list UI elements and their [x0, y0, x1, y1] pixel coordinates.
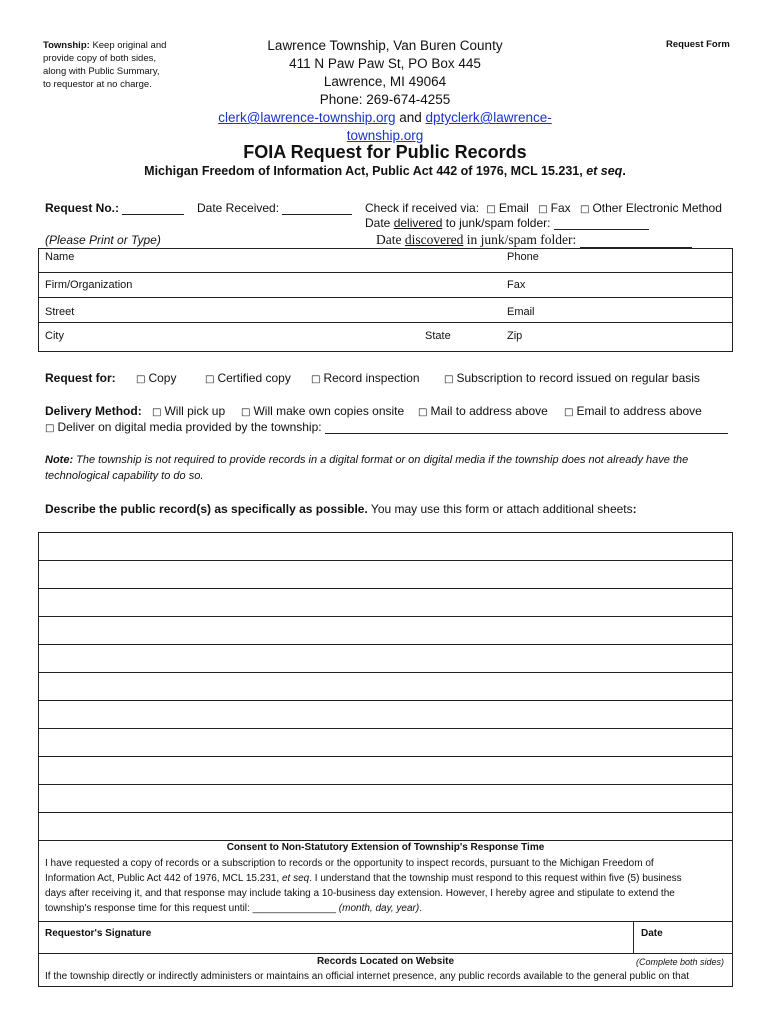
- consent-title: Consent to Non-Statutory Extension of Township's Response Time: [226, 842, 545, 853]
- description-line: [38, 700, 733, 701]
- checkbox-icon: □: [136, 374, 146, 385]
- consent-line: .: [419, 903, 422, 914]
- record-description-box[interactable]: [38, 532, 733, 987]
- date-received-field[interactable]: [282, 202, 352, 215]
- request-inspection-checkbox[interactable]: [311, 371, 420, 385]
- township-note-line: provide copy of both sides,: [43, 53, 157, 64]
- signature-date-field[interactable]: [641, 928, 729, 950]
- description-line: [38, 588, 733, 589]
- date-received-row: [197, 201, 352, 215]
- township-note-text: Keep original and: [92, 40, 167, 51]
- request-copy-checkbox[interactable]: [136, 371, 176, 385]
- description-line: [38, 616, 733, 617]
- website-section-title: Records Located on Website: [316, 956, 455, 967]
- checkbox-label: Will pick up: [164, 404, 226, 418]
- checkbox-icon: □: [564, 407, 574, 418]
- checkbox-label: Record inspection: [323, 371, 420, 385]
- township-address: [185, 37, 585, 145]
- email-and: and: [399, 110, 422, 125]
- describe-instructions: [45, 502, 637, 516]
- divider: [38, 322, 733, 323]
- delivery-mail-checkbox[interactable]: [418, 404, 548, 418]
- delivery-own-copies-checkbox[interactable]: [241, 404, 404, 418]
- zip-label: Zip: [507, 330, 523, 342]
- request-subscription-checkbox[interactable]: [444, 371, 700, 385]
- email-label: Email: [507, 306, 535, 318]
- consent-line: . I understand that the township must respond to this request within five (5) business: [309, 873, 682, 884]
- township-note-line: along with Public Summary,: [43, 66, 160, 77]
- firm-field[interactable]: [45, 279, 485, 297]
- checkbox-label: Email: [498, 201, 529, 215]
- firm-label: Firm/Organization: [45, 279, 133, 291]
- description-line: [38, 784, 733, 785]
- request-certified-copy-checkbox[interactable]: [205, 371, 291, 385]
- description-line: [38, 728, 733, 729]
- phone-field[interactable]: [507, 251, 727, 271]
- date-discovered-post: in junk/spam folder:: [466, 232, 577, 247]
- received-other-checkbox[interactable]: [580, 201, 722, 215]
- date-delivered-row: [365, 216, 649, 230]
- consent-date-format: (month, day, year): [338, 903, 420, 914]
- delivery-pickup-checkbox[interactable]: [152, 404, 225, 418]
- divider: [38, 272, 733, 273]
- description-line: [38, 560, 733, 561]
- page-title: FOIA Request for Public Records: [243, 142, 527, 162]
- delivery-digital-media-row: [45, 420, 728, 434]
- complete-both-sides-note: (Complete both sides): [636, 957, 725, 967]
- date-delivered-post: to junk/spam folder:: [445, 216, 551, 230]
- consent-line: I have requested a copy of records or a subscription to records or the opportunity to inspect records, pursuant to the Michigan Freedom of: [45, 858, 654, 869]
- description-line: [38, 644, 733, 645]
- describe-rest: You may use this form or attach additional sheets: [370, 502, 633, 516]
- date-discovered-pre: Date: [376, 232, 402, 247]
- request-for-label: Request for:: [45, 371, 116, 385]
- name-field[interactable]: [45, 251, 485, 271]
- date-delivered-pre: Date: [365, 216, 391, 230]
- zip-field[interactable]: [507, 330, 727, 350]
- describe-colon: :: [632, 502, 637, 516]
- received-via-label: Check if received via:: [365, 201, 480, 215]
- signature-date-label: Date: [641, 928, 663, 939]
- email-field[interactable]: [507, 306, 727, 322]
- divider: [38, 953, 733, 954]
- name-label: Name: [45, 251, 75, 263]
- checkbox-label: Fax: [550, 201, 571, 215]
- delivery-method-label: Delivery Method:: [45, 404, 142, 418]
- signature-field[interactable]: [45, 928, 625, 950]
- checkbox-label: Deliver on digital media provided by the township:: [57, 420, 322, 434]
- checkbox-label: Will make own copies onsite: [253, 404, 405, 418]
- received-email-checkbox[interactable]: [486, 201, 528, 215]
- received-via-row: [365, 201, 722, 215]
- description-line: [38, 840, 733, 841]
- consent-et-seq: et seq: [282, 873, 310, 884]
- phone-label: Phone: [507, 251, 539, 263]
- fax-label: Fax: [507, 279, 526, 291]
- city-field[interactable]: [45, 330, 415, 350]
- date-discovered-underlined: discovered: [404, 232, 464, 247]
- checkbox-icon: □: [580, 204, 590, 215]
- subtitle-et-seq: et seq: [586, 164, 623, 178]
- divider: [38, 297, 733, 298]
- fax-field[interactable]: [507, 279, 727, 297]
- request-no-label: Request No.:: [45, 201, 120, 215]
- checkbox-icon: □: [311, 374, 321, 385]
- received-fax-checkbox[interactable]: [538, 201, 570, 215]
- address-line: Lawrence, MI 49064: [323, 74, 447, 89]
- consent-line: days after receiving it, and that response may include taking a 10-business day extension. However, I hereby agree and stipulate to extend the: [45, 888, 675, 899]
- deputy-clerk-email-link[interactable]: dptyclerk@lawrence-township.org: [346, 110, 552, 143]
- checkbox-icon: □: [486, 204, 496, 215]
- checkbox-icon: □: [205, 374, 215, 385]
- street-field[interactable]: [45, 306, 485, 322]
- note-text: The township is not required to provide records in a digital format or on digital media if the township does not already have the: [76, 454, 689, 466]
- date-received-label: Date Received:: [197, 201, 280, 215]
- consent-extension-field[interactable]: township's response time for this request until: _______________: [45, 903, 336, 914]
- divider: [38, 921, 733, 922]
- date-discovered-field[interactable]: [580, 233, 692, 248]
- website-text: If the township directly or indirectly administers or maintains an official internet presence, any public records available to the general public on that: [45, 971, 690, 982]
- street-label: Street: [45, 306, 75, 318]
- digital-note: [45, 452, 735, 484]
- township-note: [43, 39, 183, 91]
- checkbox-icon: □: [538, 204, 548, 215]
- digital-media-field[interactable]: [325, 421, 728, 434]
- date-delivered-field[interactable]: [554, 217, 649, 230]
- subtitle-main: Michigan Freedom of Information Act, Public Act 442 of 1976, MCL 15.231,: [144, 164, 583, 178]
- checkbox-icon: □: [241, 407, 251, 418]
- checkbox-label: Other Electronic Method: [592, 201, 722, 215]
- print-or-type-note: (Please Print or Type): [45, 233, 161, 247]
- delivery-digital-checkbox[interactable]: [45, 420, 322, 434]
- description-line: [38, 672, 733, 673]
- township-note-label: Township:: [43, 40, 90, 51]
- describe-bold: Describe the public record(s) as specifically as possible.: [45, 502, 368, 516]
- consent-text: [45, 856, 730, 916]
- checkbox-label: Copy: [148, 371, 177, 385]
- note-label: Note:: [45, 454, 74, 466]
- consent-line: Information Act, Public Act 442 of 1976, MCL 15.231,: [45, 873, 280, 884]
- checkbox-icon: □: [418, 407, 428, 418]
- city-label: City: [45, 330, 64, 342]
- divider: [633, 921, 634, 953]
- description-line: [38, 756, 733, 757]
- request-no-row: [45, 201, 184, 215]
- checkbox-icon: □: [45, 423, 55, 434]
- date-discovered-row: [376, 232, 692, 248]
- date-delivered-underlined: delivered: [393, 216, 443, 230]
- request-no-field[interactable]: [122, 202, 184, 215]
- clerk-email-link[interactable]: clerk@lawrence-township.org: [218, 110, 396, 125]
- note-text-2: technological capability to do so.: [45, 470, 204, 482]
- delivery-email-checkbox[interactable]: [564, 404, 702, 418]
- signature-label: Requestor's Signature: [45, 928, 152, 939]
- description-line: [38, 812, 733, 813]
- subtitle-end: .: [622, 164, 626, 178]
- page-subtitle: [0, 164, 770, 178]
- state-label: State: [425, 330, 451, 342]
- checkbox-label: Certified copy: [217, 371, 291, 385]
- address-line: Phone: 269-674-4255: [319, 92, 451, 107]
- request-form-label: Request Form: [666, 39, 730, 50]
- checkbox-label: Subscription to record issued on regular basis: [456, 371, 700, 385]
- township-note-line: to requestor at no charge.: [43, 79, 152, 90]
- checkbox-label: Mail to address above: [430, 404, 548, 418]
- checkbox-icon: □: [152, 407, 162, 418]
- address-line: 411 N Paw Paw St, PO Box 445: [289, 56, 481, 71]
- checkbox-icon: □: [444, 374, 454, 385]
- checkbox-label: Email to address above: [576, 404, 702, 418]
- state-field[interactable]: [425, 330, 495, 350]
- address-line: Lawrence Township, Van Buren County: [267, 38, 503, 53]
